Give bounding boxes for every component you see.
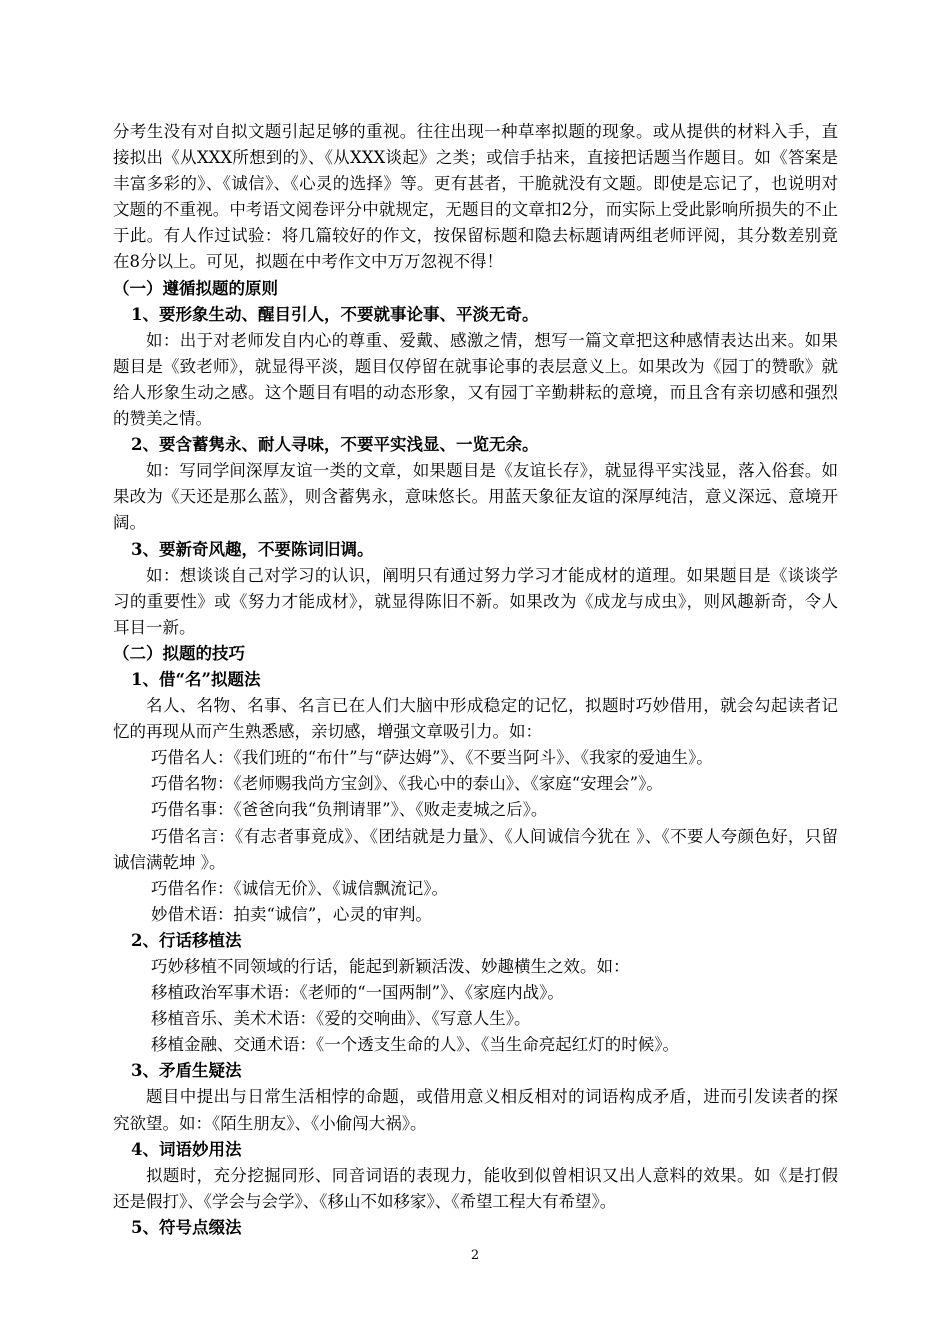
principle-2-heading: 2、要含蓄隽永、耐人寻味，不要平实浅显、一览无余。 [131,435,539,455]
principle-1-heading: 1、要形象生动、醒目引人，不要就事论事、平淡无奇。 [131,304,539,324]
method-1-example-2: 巧借名物：《老师赐我尚方宝剑》、《我心中的泰山》、《家庭“安理会”》。 [151,774,663,794]
intro-paragraph: 分考生没有对自拟文题引起足够的重视。往往出现一种草率拟题的现象。或从提供的材料入手，直接拟出《从XXX所想到的》、《从XXX谈起》之类；或信手拈来，直接把话题当作题目。如《答案是丰富多彩的》、《诚信》、《心灵的选择》等。更有甚者，干脆就没有文题。即使是忘记了，也说明对文题的不重视。中考语文阅卷评分中就规定，无题目的文章扣2分，而实际上受此影响所损失的不止于此。有人作过试验：将几篇较好的作文，按保留标题和隐去标题请两组老师评阅，其分数差别竟在8分以上。可见，拟题在中考作文中万万忽视不得！ [113,122,838,272]
method-2-example-2: 移植音乐、美术术语：《爱的交响曲》、《写意人生》。 [151,1009,531,1029]
method-2-example-1: 移植政治军事术语：《老师的“一国两制”》、《家庭内战》。 [151,983,564,1003]
method-2-example-3: 移植金融、交通术语：《一个透支生命的人》、《当生命亮起红灯的时候》。 [151,1035,679,1055]
method-1-lead: 名人、名物、名事、名言已在人们大脑中形成稳定的记忆，拟题时巧妙借用，就会勾起读者记忆的再现从而产生熟悉感，亲切感，增强文章吸引力。如： [113,696,838,742]
principle-3-heading: 3、要新奇风趣，不要陈词旧调。 [131,539,374,559]
section2-title: （二）拟题的技巧 [113,643,245,663]
principle-2-text: 如：写同学间深厚友谊一类的文章，如果题目是《友谊长存》，就显得平实浅显，落入俗套。如果改为《天还是那么蓝》，则含蓄隽永，意味悠长。用蓝天象征友谊的深厚纯洁，意义深远、意境开阔。 [113,461,838,533]
section1-title: （一）遵循拟题的原则 [113,278,278,298]
method-2-lead: 巧妙移植不同领域的行话，能起到新颖活泼、妙趣横生之效。如： [151,957,630,976]
method-1-example-3: 巧借名事：《爸爸向我“负荆请罪”》、《败走麦城之后》。 [151,800,548,820]
principle-1-text: 如：出于对老师发自内心的尊重、爱戴、感激之情，想写一篇文章把这种感情表达出来。如果题目是《致老师》，就显得平淡，题目仅停留在就事论事的表层意义上。如果改为《园丁的赞歌》就给人形象生动之感。这个题目有唱的动态形象，又有园丁辛勤耕耘的意境，而且含有亲切感和强烈的赞美之情。 [113,330,838,429]
method-3-heading: 3、矛盾生疑法 [131,1061,242,1081]
method-3-text: 题目中提出与日常生活相悖的命题，或借用意义相反相对的词语构成矛盾，进而引发读者的探究欲望。如：《陌生朋友》、《小偷闯大祸》。 [113,1087,838,1133]
document-page [113,119,838,1241]
principle-3-text: 如：想谈谈自己对学习的认识，阐明只有通过努力学习才能成材的道理。如果题目是《谈谈学习的重要性》或《努力才能成材》，就显得陈旧不新。如果改为《成龙与成虫》，则风趣新奇，令人耳目一新。 [113,565,838,637]
page-number: 2 [470,1248,480,1263]
method-1-example-5: 巧借名作：《诚信无价》、《诚信飘流记》。 [151,878,448,898]
method-4-text: 拟题时，充分挖掘同形、同音词语的表现力，能收到似曾相识又出人意料的效果。如《是打假还是假打》、《学会与会学》、《移山不如移家》、《希望工程大有希望》。 [113,1165,838,1211]
method-2-heading: 2、行话移植法 [131,930,242,950]
method-4-heading: 4、词语妙用法 [131,1139,242,1159]
method-1-heading: 1、借“名”拟题法 [131,669,261,689]
method-1-example-4: 巧借名言：《有志者事竟成》、《团结就是力量》、《人间诚信今犹在 》、《不要人夸颜色好，只留诚信满乾坤 》。 [113,826,838,872]
method-1-example-1: 巧借名人：《我们班的“布什”与“萨达姆”》、《不要当阿斗》、《我家的爱迪生》。 [151,748,713,768]
method-1-example-6: 妙借术语：拍卖“诚信”，心灵的审判。 [151,904,432,924]
method-5-heading: 5、符号点缀法 [131,1217,242,1237]
